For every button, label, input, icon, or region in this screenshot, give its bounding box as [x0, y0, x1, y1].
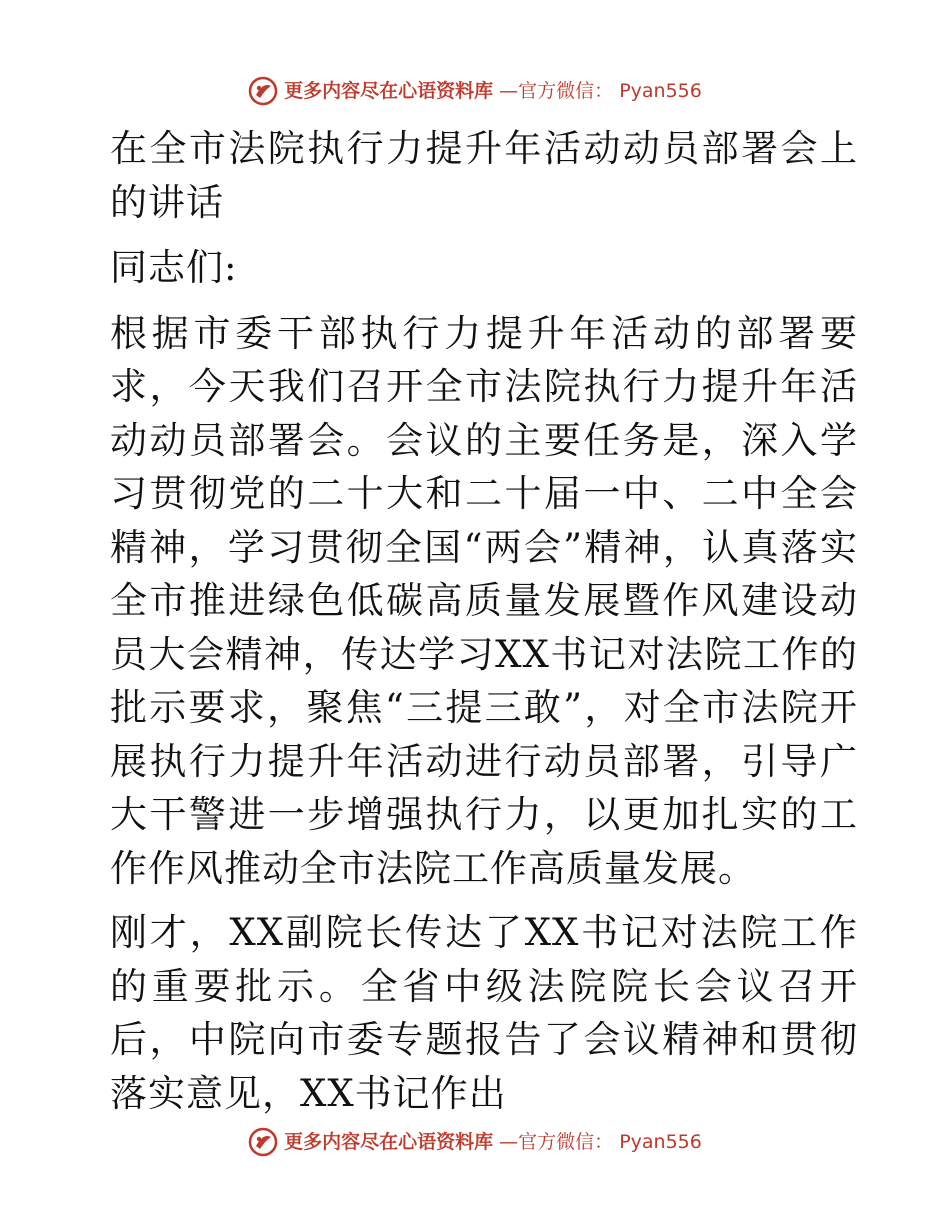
watermark-logo-icon [248, 1127, 278, 1157]
document-paragraph: 根据市委干部执行力提升年活动的部署要求，今天我们召开全市法院执行力提升年活动动员部署会。会议的主要任务是，深入学习贯彻党的二十大和二十届一中、二中全会精神，学习贯彻全国“两会”精神，认真落实全市推进绿色低碳高质量发展暨作风建设动员大会精神，传达学习XX书记对法院工作的批示要求，聚焦“三提三敢”，对全市法院开展执行力提升年活动进行动员部署，引导广大干警进一步增强执行力，以更加扎实的工作作风推动全市法院工作高质量发展。 [110, 311, 858, 890]
document-salutation: 同志们: [110, 246, 238, 289]
watermark-main-text: 更多内容尽在心语资料库 [284, 80, 494, 102]
watermark-sub-text: —官方微信： [499, 80, 614, 102]
document-title: 在全市法院执行力提升年活动动员部署会上的讲话 [110, 127, 858, 224]
document-paragraph: 刚才，XX副院长传达了XX书记对法院工作的重要批示。全省中级法院院长会议召开后，中院向市委专题报告了会议精神和贯彻落实意见，XX书记作出 [110, 911, 858, 1115]
watermark-sub-text: —官方微信： [499, 1131, 614, 1153]
watermark-main-text: 更多内容尽在心语资料库 [284, 1131, 494, 1153]
watermark-wechat-id: Pyan556 [619, 1131, 702, 1153]
watermark-footer [0, 1127, 950, 1157]
document-body [98, 122, 858, 1131]
watermark-header [0, 76, 950, 106]
watermark-wechat-id: Pyan556 [619, 80, 702, 102]
watermark-logo-icon [248, 76, 278, 106]
